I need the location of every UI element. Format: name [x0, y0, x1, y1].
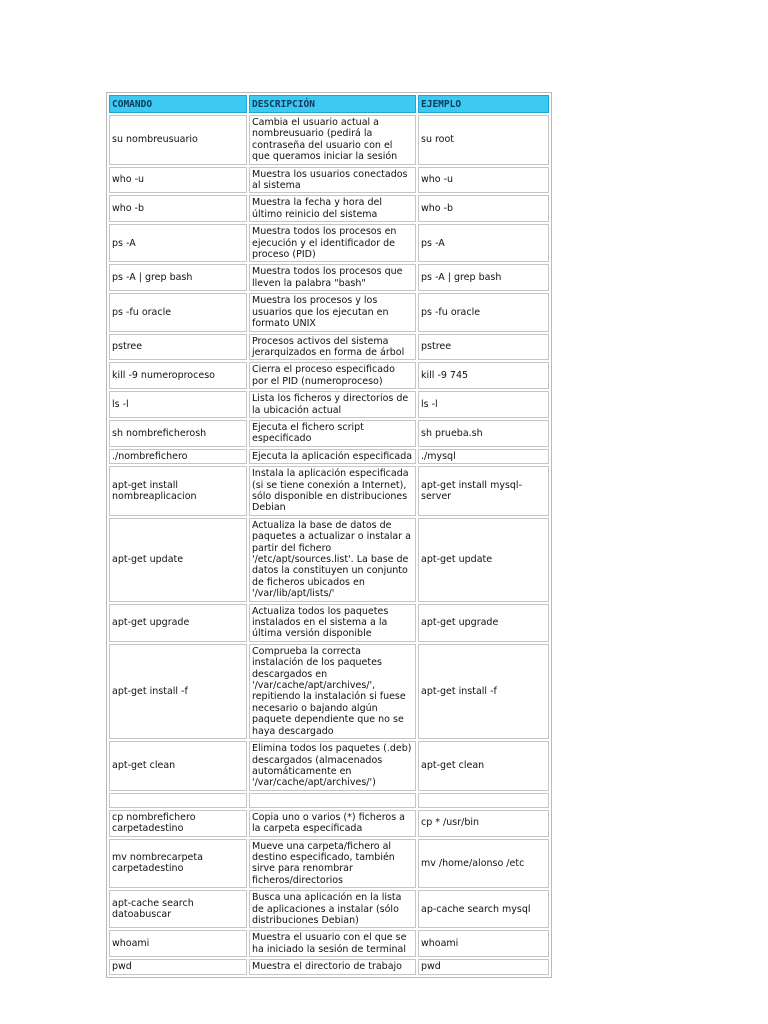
description-cell: Lista los ficheros y directorios de la ubicación actual — [249, 391, 416, 418]
command-cell: ps -A — [109, 224, 247, 262]
description-cell: Muestra todos los procesos en ejecución y el identificador de proceso (PID) — [249, 224, 416, 262]
table-header — [109, 95, 549, 113]
command-cell: apt-get install -f — [109, 644, 247, 739]
command-cell: pstree — [109, 334, 247, 361]
header-comando: COMANDO — [109, 95, 247, 113]
example-cell: cp * /usr/bin — [418, 810, 549, 837]
description-cell: Ejecuta el fichero script especificado — [249, 420, 416, 447]
example-cell: pstree — [418, 334, 549, 361]
table-row — [109, 167, 549, 194]
example-cell — [418, 793, 549, 808]
example-cell: pwd — [418, 959, 549, 974]
example-cell: who -b — [418, 195, 549, 222]
example-cell: who -u — [418, 167, 549, 194]
example-cell: ps -fu oracle — [418, 293, 549, 331]
example-cell: mv /home/alonso /etc — [418, 839, 549, 889]
table-row — [109, 930, 549, 957]
example-cell: apt-get clean — [418, 741, 549, 791]
description-cell: Comprueba la correcta instalación de los paquetes descargados en '/var/cache/apt/archives/', repitiendo la instalación si fuese necesario o bajando algún paquete dependiente que no se haya descargado — [249, 644, 416, 739]
description-cell: Mueve una carpeta/fichero al destino especificado, también sirve para renombrar ficheros/directorios — [249, 839, 416, 889]
table-row — [109, 604, 549, 642]
command-cell: ps -fu oracle — [109, 293, 247, 331]
header-descripcion: DESCRIPCIÓN — [249, 95, 416, 113]
header-row — [109, 95, 549, 113]
example-cell: ap-cache search mysql — [418, 890, 549, 928]
description-cell: Cambia el usuario actual a nombreusuario (pedirá la contraseña del usuario con el que queramos iniciar la sesión — [249, 115, 416, 165]
description-cell: Busca una aplicación en la lista de aplicaciones a instalar (sólo distribuciones Debian) — [249, 890, 416, 928]
description-cell: Muestra la fecha y hora del último reinicio del sistema — [249, 195, 416, 222]
description-cell — [249, 793, 416, 808]
command-cell: kill -9 numeroproceso — [109, 362, 247, 389]
command-cell: ps -A | grep bash — [109, 264, 247, 291]
example-cell: ps -A | grep bash — [418, 264, 549, 291]
example-cell: kill -9 745 — [418, 362, 549, 389]
description-cell: Procesos activos del sistema jerarquizados en forma de árbol — [249, 334, 416, 361]
table-row — [109, 195, 549, 222]
table-row — [109, 644, 549, 739]
table-row — [109, 362, 549, 389]
example-cell: apt-get upgrade — [418, 604, 549, 642]
table-row — [109, 466, 549, 516]
description-cell: Ejecuta la aplicación especificada — [249, 449, 416, 464]
example-cell: sh prueba.sh — [418, 420, 549, 447]
description-cell: Muestra el usuario con el que se ha iniciado la sesión de terminal — [249, 930, 416, 957]
table-row — [109, 518, 549, 602]
example-cell: whoami — [418, 930, 549, 957]
command-cell: ls -l — [109, 391, 247, 418]
description-cell: Elimina todos los paquetes (.deb) descargados (almacenados automáticamente en '/var/cache/apt/archives/') — [249, 741, 416, 791]
description-cell: Muestra el directorio de trabajo — [249, 959, 416, 974]
command-cell: ./nombrefichero — [109, 449, 247, 464]
table-row — [109, 793, 549, 808]
table-row — [109, 890, 549, 928]
example-cell: su root — [418, 115, 549, 165]
command-cell: mv nombrecarpeta carpetadestino — [109, 839, 247, 889]
table-row — [109, 264, 549, 291]
table-row — [109, 293, 549, 331]
table-row — [109, 839, 549, 889]
command-cell: apt-get clean — [109, 741, 247, 791]
example-cell: ./mysql — [418, 449, 549, 464]
description-cell: Cierra el proceso especificado por el PID (numeroproceso) — [249, 362, 416, 389]
description-cell: Actualiza la base de datos de paquetes a actualizar o instalar a partir del fichero '/etc/apt/sources.list'. La base de datos la constituyen un conjunto de ficheros ubicados en '/var/lib/apt/lists/' — [249, 518, 416, 602]
example-cell: apt-get install -f — [418, 644, 549, 739]
command-cell: apt-get install nombreaplicacion — [109, 466, 247, 516]
table-row — [109, 449, 549, 464]
table-row — [109, 741, 549, 791]
commands-table — [106, 92, 552, 978]
description-cell: Instala la aplicación especificada (si se tiene conexión a Internet), sólo disponible en distribuciones Debian — [249, 466, 416, 516]
example-cell: apt-get install mysql-server — [418, 466, 549, 516]
header-ejemplo: EJEMPLO — [418, 95, 549, 113]
command-cell: cp nombrefichero carpetadestino — [109, 810, 247, 837]
command-cell: who -b — [109, 195, 247, 222]
description-cell: Copia uno o varios (*) ficheros a la carpeta especificada — [249, 810, 416, 837]
command-cell: su nombreusuario — [109, 115, 247, 165]
description-cell: Muestra los usuarios conectados al sistema — [249, 167, 416, 194]
example-cell: ls -l — [418, 391, 549, 418]
table-row — [109, 959, 549, 974]
command-cell: apt-get update — [109, 518, 247, 602]
command-cell: sh nombreficherosh — [109, 420, 247, 447]
table-row — [109, 334, 549, 361]
example-cell: ps -A — [418, 224, 549, 262]
description-cell: Muestra los procesos y los usuarios que los ejecutan en formato UNIX — [249, 293, 416, 331]
command-cell: apt-cache search datoabuscar — [109, 890, 247, 928]
command-cell: pwd — [109, 959, 247, 974]
description-cell: Muestra todos los procesos que lleven la palabra "bash" — [249, 264, 416, 291]
command-cell: apt-get upgrade — [109, 604, 247, 642]
table-row — [109, 391, 549, 418]
table-row — [109, 224, 549, 262]
command-cell: whoami — [109, 930, 247, 957]
description-cell: Actualiza todos los paquetes instalados en el sistema a la última versión disponible — [249, 604, 416, 642]
table-row — [109, 810, 549, 837]
command-cell — [109, 793, 247, 808]
table-row — [109, 115, 549, 165]
command-cell: who -u — [109, 167, 247, 194]
example-cell: apt-get update — [418, 518, 549, 602]
table-body — [109, 115, 549, 975]
table-row — [109, 420, 549, 447]
